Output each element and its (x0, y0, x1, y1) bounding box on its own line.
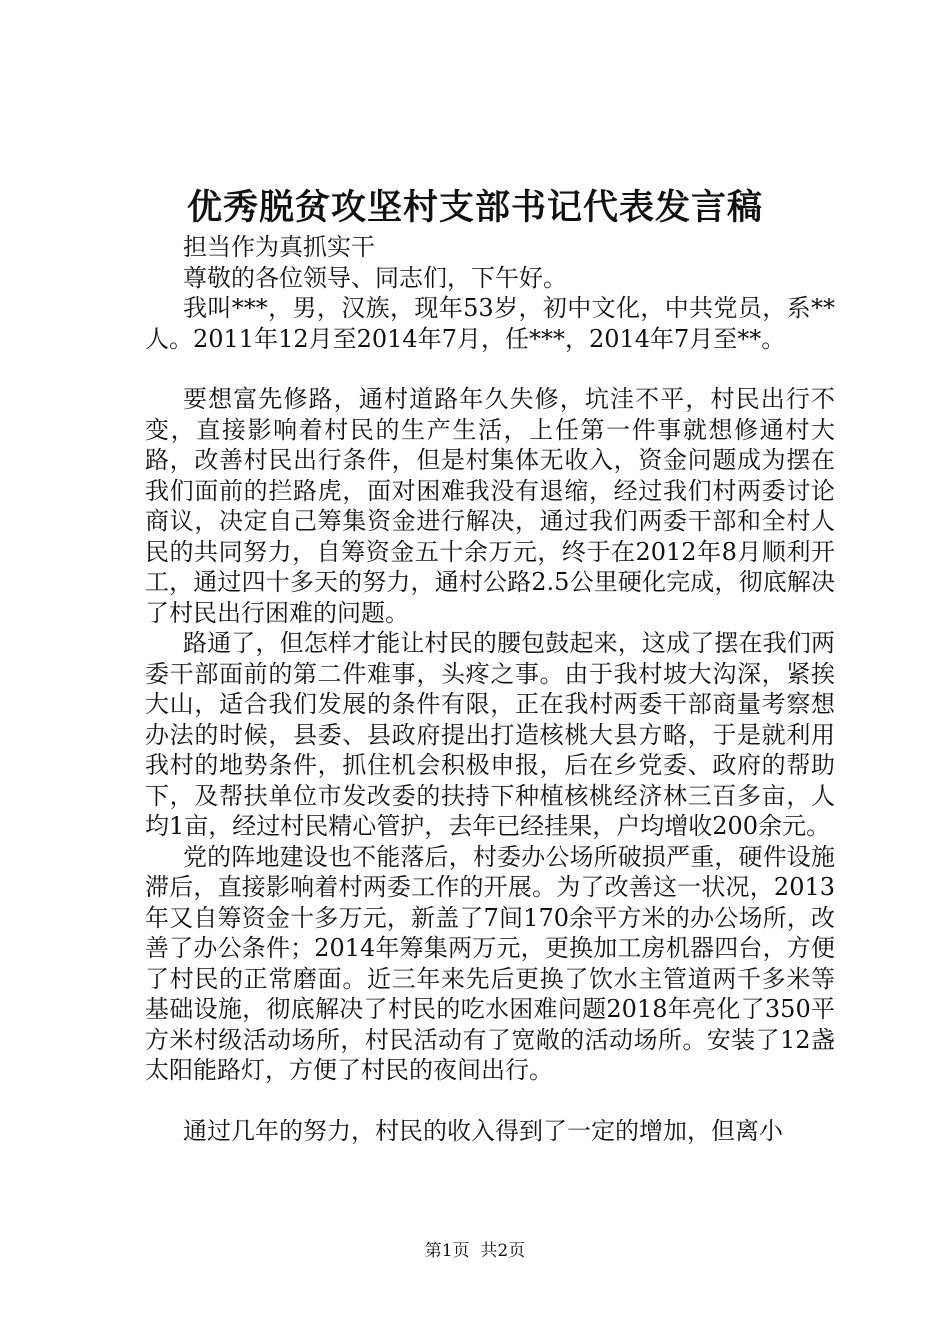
paragraph-infrastructure: 党的阵地建设也不能落后，村委办公场所破损严重，硬件设施滞后，直接影响着村两委工作的开展。为了改善这一状况，2013年又自筹资金十多万元，新盖了7间170余平方米的办公场所，改善了办公条件；2014年筹集两万元，更换加工房机器四台，方便了村民的正常磨面。近三年来先后更换了饮水主管道两千多米等基础设施，彻底解决了村民的吃水困难问题2018年亮化了350平方米村级活动场所，村民活动有了宽敞的活动场所。安装了12盏太阳能路灯，方便了村民的夜间出行。 (145, 842, 835, 1084)
paragraph-subtitle: 担当作为真抓实干 (183, 233, 375, 261)
paragraph-greeting: 尊敬的各位领导、同志们，下午好。 (183, 263, 567, 292)
paragraph-road-construction: 要想富先修路，通村道路年久失修，坑洼不平，村民出行不变，直接影响着村民的生产生活，上任第一件事就想修通村大路，改善村民出行条件，但是村集体无收入，资金问题成为摆在我们面前的拦路虎，面对困难我没有退缩，经过我们村两委讨论商议，决定自己筹集资金进行解决，通过我们两委干部和全村人民的共同努力，自筹资金五十余万元，终于在2012年8月顺利开工，通过四十多天的努力，通村公路2.5公里硬化完成，彻底解决了村民出行困难的问题。 (145, 385, 835, 627)
page-footer (0, 1240, 950, 1262)
document-body (145, 232, 835, 1146)
paragraph-walnut-industry: 路通了，但怎样才能让村民的腰包鼓起来，这成了摆在我们两委干部面前的第二件难事，头疼之事。由于我村坡大沟深，紧挨大山，适合我们发展的条件有限，正在我村两委干部商量考察想办法的时候，县委、县政府提出打造核桃大县方略，于是就利用我村的地势条件，抓住机会积极申报，后在乡党委、政府的帮助下，及帮扶单位市发改委的扶持下种植核桃经济林三百多亩，人均1亩，经过村民精心管护，去年已经挂果，户均增收200余元。 (145, 629, 835, 840)
page-number: 第1页 (424, 1241, 470, 1261)
document-title: 优秀脱贫攻坚村支部书记代表发言稿 (186, 187, 763, 228)
paragraph-conclusion: 通过几年的努力，村民的收入得到了一定的增加，但离小 (183, 1116, 783, 1145)
paragraph-introduction: 我叫***，男，汉族，现年53岁，初中文化，中共党员，系**人。2011年12月至2014年7月，任***，2014年7月至**。 (145, 294, 835, 353)
page-total: 共2页 (480, 1241, 526, 1261)
